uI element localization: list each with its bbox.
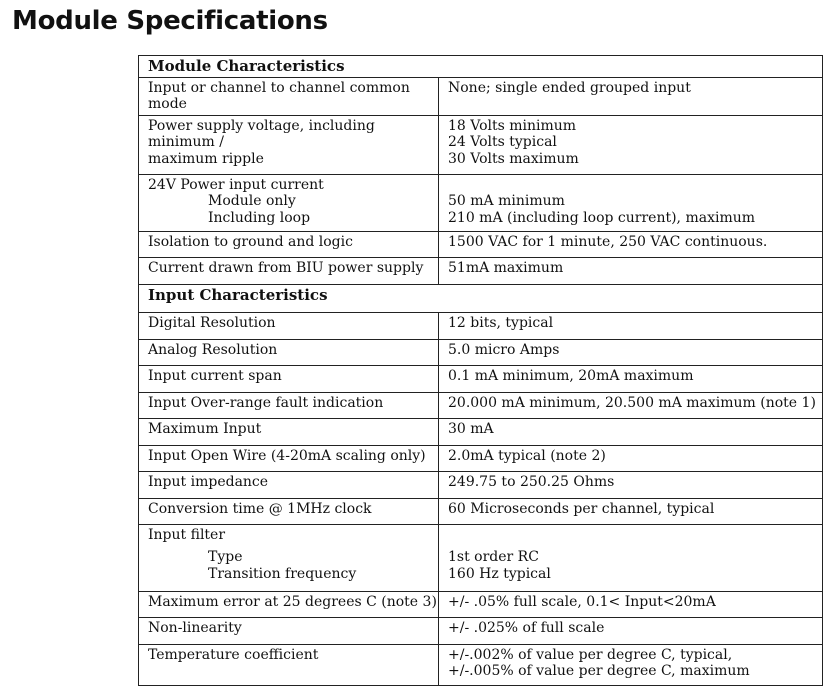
spec-value: +/- .025% of full scale	[439, 617, 823, 644]
section-heading-module: Module Characteristics	[139, 56, 823, 78]
spec-label: Input Over-range fault indication	[139, 392, 439, 418]
spec-label: Temperature coefficient	[139, 644, 439, 685]
spec-label: Conversion time @ 1MHz clock	[139, 498, 439, 524]
spec-label: Maximum error at 25 degrees C (note 3)	[139, 591, 439, 617]
table-row	[139, 231, 823, 257]
spec-value-line: 210 mA (including loop current), maximum	[448, 209, 756, 226]
section-heading-input: Input Characteristics	[139, 284, 823, 312]
spec-value-line: +/-.005% of value per degree C, maximum	[448, 663, 750, 679]
spec-sub-label: Module only	[208, 193, 296, 209]
spec-value-line: +/-.002% of value per degree C, typical,	[448, 646, 733, 663]
spec-value	[439, 174, 823, 231]
spec-label: Current drawn from BIU power supply	[139, 257, 439, 284]
spec-value-line: 160 Hz typical	[448, 565, 551, 582]
spec-label: Digital Resolution	[139, 312, 439, 339]
table-row	[139, 445, 823, 471]
spec-label	[139, 115, 439, 174]
spec-label-line: Power supply voltage, including minimum /	[148, 117, 375, 150]
spec-label: Analog Resolution	[139, 339, 439, 365]
spec-label: Input Open Wire (4-20mA scaling only)	[139, 445, 439, 471]
spec-value	[439, 644, 823, 685]
spec-label: Input impedance	[139, 471, 439, 498]
page-title: Module Specifications	[12, 6, 328, 36]
table-row	[139, 365, 823, 392]
table-row	[139, 498, 823, 524]
spec-sub-label: Type	[208, 549, 243, 565]
table-row	[139, 115, 823, 174]
spec-label	[139, 174, 439, 231]
spec-value-line: 18 Volts minimum	[448, 117, 577, 134]
table-row	[139, 77, 823, 115]
spec-label: Non-linearity	[139, 617, 439, 644]
table-row	[139, 644, 823, 685]
spec-label-line: 24V Power input current	[148, 176, 324, 193]
spec-value: 0.1 mA minimum, 20mA maximum	[439, 365, 823, 392]
spec-value-line: 1st order RC	[448, 549, 539, 565]
spec-label: Isolation to ground and logic	[139, 231, 439, 257]
spec-label: Input or channel to channel common mode	[139, 77, 439, 115]
spec-value: 60 Microseconds per channel, typical	[439, 498, 823, 524]
spec-sub-label: Including loop	[208, 209, 311, 226]
table-row	[139, 418, 823, 445]
spec-value: 1500 VAC for 1 minute, 250 VAC continuous.	[439, 231, 823, 257]
spec-label	[139, 524, 439, 591]
section-header-row	[139, 284, 823, 312]
table-row	[139, 617, 823, 644]
spec-value	[439, 524, 823, 591]
table-row	[139, 471, 823, 498]
spec-value: 51mA maximum	[439, 257, 823, 284]
spec-sub-label: Transition frequency	[208, 565, 357, 582]
spec-value: +/- .05% full scale, 0.1< Input<20mA	[439, 591, 823, 617]
spec-value: 30 mA	[439, 418, 823, 445]
spec-value: 20.000 mA minimum, 20.500 mA maximum (note 1)	[439, 392, 823, 418]
spec-value: 5.0 micro Amps	[439, 339, 823, 365]
spec-value: 249.75 to 250.25 Ohms	[439, 471, 823, 498]
spec-value: 12 bits, typical	[439, 312, 823, 339]
spec-value-line: 50 mA minimum	[448, 193, 565, 209]
table-row	[139, 339, 823, 365]
spec-value: None; single ended grouped input	[439, 77, 823, 115]
table-row	[139, 591, 823, 617]
spec-label-line: maximum ripple	[148, 150, 264, 167]
spec-value-line: 24 Volts typical	[448, 134, 557, 150]
section-header-row	[139, 56, 823, 78]
spec-value	[439, 115, 823, 174]
table-row	[139, 257, 823, 284]
table-row	[139, 524, 823, 591]
table-row	[139, 312, 823, 339]
spec-label: Maximum Input	[139, 418, 439, 445]
spec-label-line: Input filter	[148, 526, 226, 543]
spec-value: 2.0mA typical (note 2)	[439, 445, 823, 471]
spec-label: Input current span	[139, 365, 439, 392]
table-row	[139, 392, 823, 418]
spec-table	[138, 55, 823, 686]
table-row	[139, 174, 823, 231]
spec-value-line: 30 Volts maximum	[448, 150, 579, 167]
